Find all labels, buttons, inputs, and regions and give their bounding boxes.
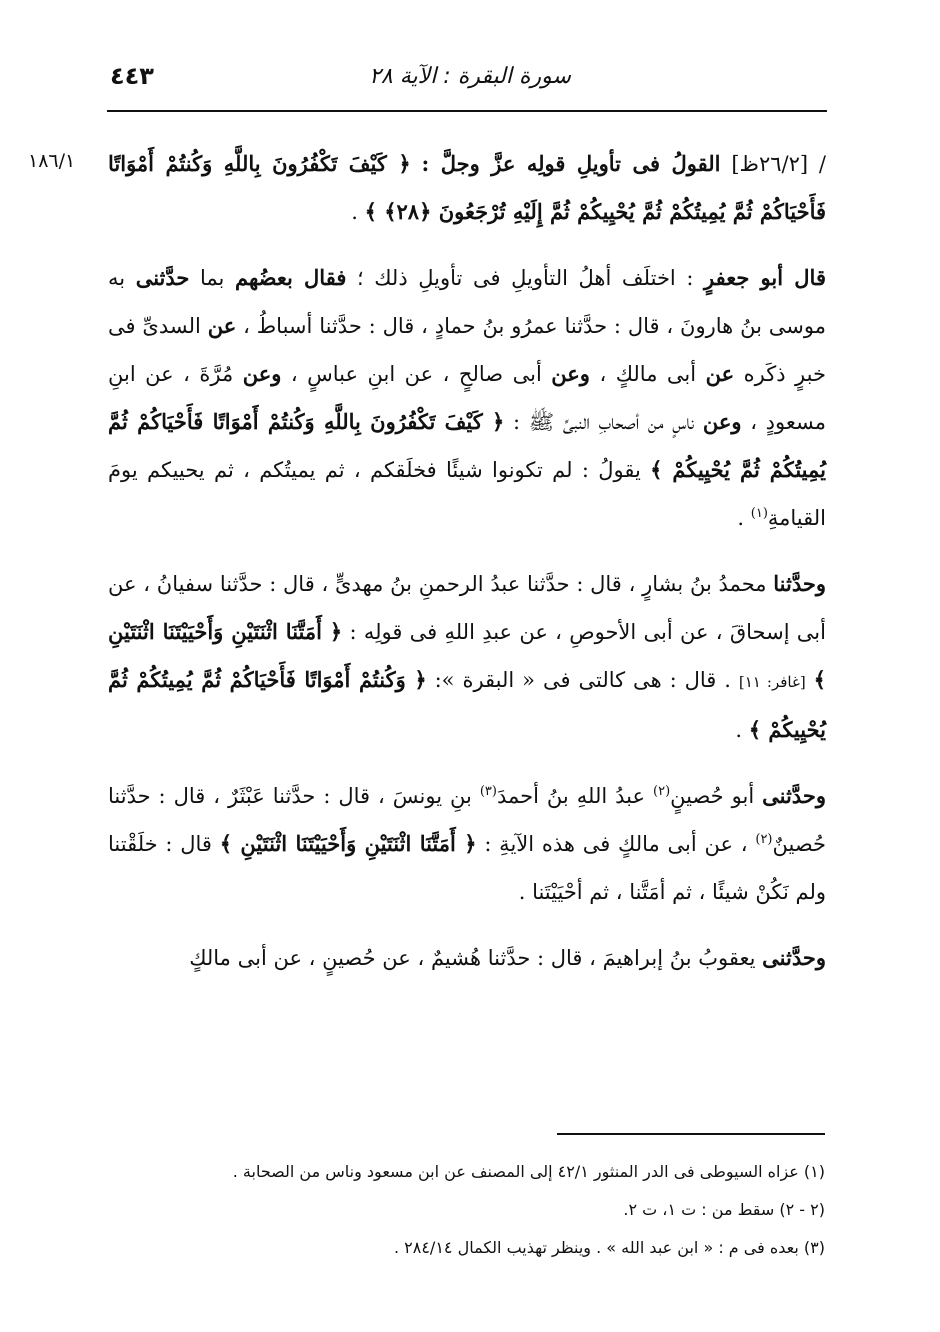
text-run: أبى صالحٍ ، عن ابنِ عباسٍ ، (290, 362, 542, 386)
text-bold: قال أبو جعفرٍ (704, 265, 826, 290)
text-bold: فقال بعضُهم (234, 265, 347, 290)
text-run: عبدُ اللهِ بنُ أحمدَ (496, 784, 646, 808)
text-bold: وعن (242, 361, 282, 386)
paragraph-heading (108, 140, 826, 236)
text-run: به موسى بنُ هارونَ ، قال : حدَّثنا عمرُو بنُ حمادٍ ، قال : حدَّثنا أسباطُ ، (108, 266, 826, 338)
footnotes (150, 1160, 825, 1274)
footnote-marker: (٢) (653, 784, 671, 799)
page-number: ٤٤٣ (110, 62, 154, 90)
text-run: . (735, 718, 743, 742)
footnote-item: (٣) بعده فى م : « ابن عبد الله » . وينظر تهذيب الكمال ٢٨٤/١٤ . (393, 1238, 825, 1257)
text-run: أبو حُصينٍ (670, 784, 755, 808)
text-run: : اختلَف أهلُ التأويلِ فى تأويلِ ذلك ؛ (356, 266, 694, 290)
paragraph-1 (108, 254, 826, 542)
main-text (108, 140, 826, 982)
text-run: بنِ يونسَ ، قال : حدَّثنا عَبْثَرٌ ، قال : حدَّثنا حُصينٌ (108, 784, 827, 856)
margin-reference: ١٨٦/١ (28, 150, 76, 172)
text-run: ناسٍ من أصحابِ النبىِّ ﷺ : (513, 410, 695, 434)
text-run: يقولُ : لم تكونوا شيئًا فخلَقكم ، ثم يميتُكم ، ثم يحييكم يومَ القيامةِ (108, 458, 826, 530)
header-divider (107, 110, 827, 112)
running-header-title: سورة البقرة : الآية ٢٨ (369, 64, 571, 89)
text-run: أبى مالكٍ ، (599, 362, 697, 386)
quran-verse: ﴿ أَمَتَّنَا اثْنَتَيْنِ وَأَحْيَيْتَنَا اثْنَتَيْنِ ﴾ (108, 619, 826, 692)
footnote-item: (٢ - ٢) سقط من : ت ١، ت ٢. (623, 1200, 825, 1219)
text-bold: وحدَّثنى (762, 783, 826, 808)
text-bold: عن (207, 313, 237, 338)
text-run: محمدُ بنُ بشارٍ ، قال : حدَّثنا عبدُ الرحمنِ بنُ مهدىٍّ ، قال : حدَّثنا سفيانُ ، عن أبى إسحاقَ ، عن أبى الأحوصِ ، عن عبدِ اللهِ فى قولِه : (108, 572, 826, 644)
text-run: يعقوبُ بنُ إبراهيمَ ، قال : حدَّثنا هُشيمٌ ، عن حُصينٍ ، عن أبى مالكٍ (189, 946, 756, 970)
text-bold: وعن (702, 409, 742, 434)
section-heading: القولُ فى تأويلِ قولِه عزَّ وجلَّ : (421, 151, 721, 176)
footnote-divider (557, 1133, 825, 1135)
text-run: . (737, 506, 745, 530)
verse-reference: [غافر: ١١] (738, 673, 806, 691)
text-run: . قال : هى كالتى فى « البقرة »: (434, 668, 731, 692)
text-run: . (351, 200, 358, 224)
text-bold: وعن (551, 361, 590, 386)
text-run: مُرَّةَ ، عن ابنِ مسعودٍ ، (108, 362, 826, 434)
quran-verse: ﴿ كَيْفَ تَكْفُرُونَ بِاللَّهِ وَكُنتُمْ أَمْوَاتًا فَأَحْيَاكُمْ ثُمَّ يُمِيتُكُمْ ثُمَّ يُحْيِيكُمْ ثُمَّ إِلَيْهِ تُرْجَعُونَ ﴿٢٨﴾ ﴾ (108, 151, 826, 224)
paragraph-3 (108, 772, 826, 916)
quran-verse: ﴿ أَمَتَّنَا اثْنَتَيْنِ وَأَحْيَيْتَنَا اثْنَتَيْنِ ﴾ (219, 831, 477, 856)
text-run: ، عن أبى مالكٍ فى هذه الآيةِ : (484, 832, 748, 856)
text-bold: حدَّثنى (135, 265, 190, 290)
manuscript-ref: / [٢٦/٢ظ] (731, 152, 826, 176)
text-run: بما (200, 266, 225, 290)
text-bold: وحدَّثنا (773, 571, 826, 596)
quran-verse: ﴿ كَيْفَ تَكْفُرُونَ بِاللَّهِ وَكُنتُمْ أَمْوَاتًا فَأَحْيَاكُمْ ثُمَّ يُمِيتُكُمْ ثُمَّ يُحْيِيكُمْ ﴾ (108, 409, 826, 482)
footnote-marker: (٣) (479, 784, 497, 799)
footnote-marker: (٢) (755, 832, 773, 847)
footnote-item: (١) عزاه السيوطى فى الدر المنثور ٤٢/١ إلى المصنف عن ابن مسعود وناس من الصحابة . (232, 1162, 825, 1181)
paragraph-2 (108, 560, 826, 754)
paragraph-4 (108, 934, 826, 982)
text-bold: وحدَّثنى (762, 945, 826, 970)
footnote-marker: (١) (750, 506, 768, 521)
text-bold: عن (705, 361, 735, 386)
text-run: قال : خلَقْتنا ولم نَكُنْ شيئًا ، ثم أمَتَّنا ، ثم أحْيَيْتَنا . (108, 832, 826, 904)
quran-verse: ﴿ وَكُنتُمْ أَمْوَاتًا فَأَحْيَاكُمْ ثُمَّ يُمِيتُكُمْ ثُمَّ يُحْيِيكُمْ ﴾ (108, 667, 826, 742)
text-run: السدىِّ فى خبرٍ ذكَره (108, 314, 826, 386)
